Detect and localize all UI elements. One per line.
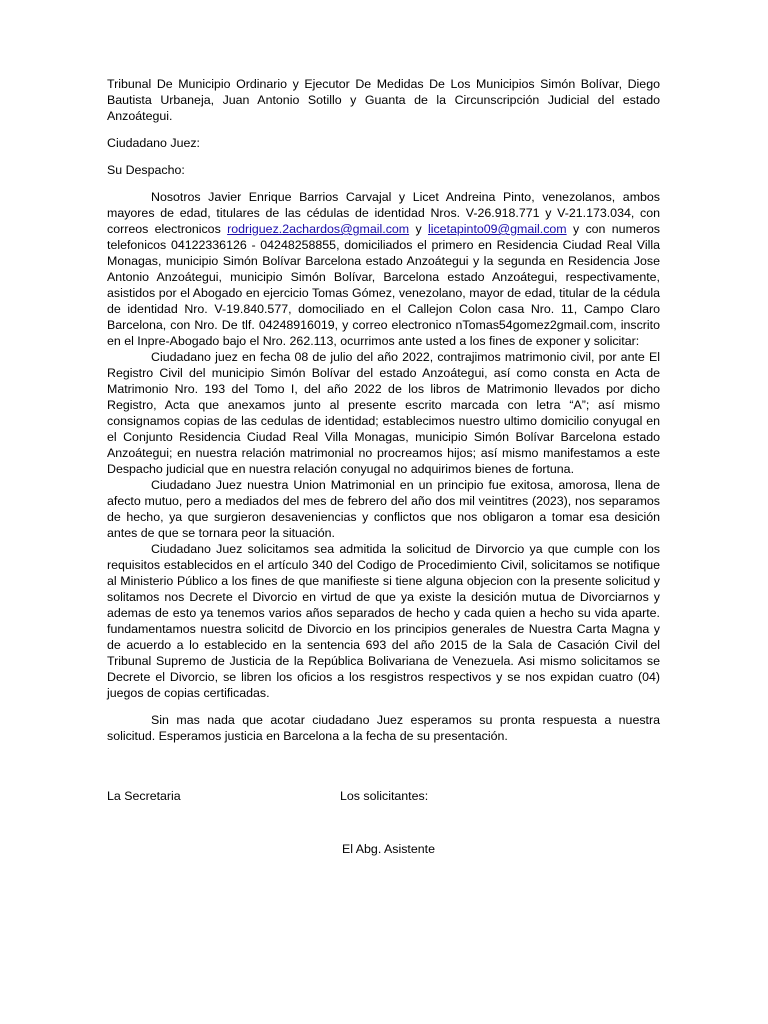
separation-paragraph: Ciudadano Juez nuestra Union Matrimonial en un principio fue exitosa, amorosa, llena de afecto mutuo, pero a mediados del mes de febrero del año dos mil veintitres (2023), nos separamos de hecho, ya que surgieron desaveniencias y conflictos que nos obligaron a tomar esa desición antes de que se tornara peor la situación. [107, 478, 660, 540]
email-link-1[interactable]: rodriguez.2achardos@gmail.com [227, 222, 410, 236]
marriage-paragraph: Ciudadano juez en fecha 08 de julio del año 2022, contrajimos matrimonio civil, por ante El Registro Civil del municipio Simón Bolívar del estado Anzoátegui, así como consta en Acta de Matrimonio Nro. 193 del Tomo I, del año 2022 de los libros de Matrimonio llevados por dicho Registro, Acta que anexamos junto al presente escrito marcada con letra “A”; así mismo consignamos copias de las cedulas de identidad; establecimos nuestro ultimo domicilio conyugal en el Conjunto Residencia Ciudad Real Villa Monagas, municipio Simón Bolívar Barcelona estado Anzoátegui; en nuestra relación matrimonial no procreamos hijos; así mismo manifestamos a este Despacho judicial que en nuestra relación conyugal no adquirimos bienes de fortuna. [107, 350, 660, 476]
despacho-line: Su Despacho: [107, 163, 185, 177]
closing-paragraph: Sin mas nada que acotar ciudadano Juez esperamos su pronta respuesta a nuestra solicitud. Esperamos justicia en Barcelona a la fecha de su presentación. [107, 713, 660, 743]
asistente-signature-label: El Abg. Asistente [342, 842, 435, 856]
petitioners-text-end: y con numeros telefonicos 04122336126 - 04248258855, domiciliados el primero en Residencia Ciudad Real Villa Monagas, municipio Simón Bolívar Barcelona estado Anzoátegui y la segunda en Residencia Jose Antonio Anzoátegui, municipio Simón Bolívar, Barcelona estado Anzoátegui, respectivamente, asistidos por el Abogado en ejercicio Tomas Gómez, venezolano, mayor de edad, titular de la cédula de identidad Nro. V-19.840.577, domociliado en el Callejon Colon casa Nro. 11, Campo Claro Barcelona, con Nro. De tlf. 04248916019, y correo electronico nTomas54gomez2gmail.com, inscrito en el Inpre-Abogado bajo el Nro. 262.113, ocurrimos ante usted a los fines de exponer y solicitar: [107, 222, 660, 348]
addressee-paragraph: Tribunal De Municipio Ordinario y Ejecutor De Medidas De Los Municipios Simón Bolívar, Diego Bautista Urbaneja, Juan Antonio Sotillo y Guanta de la Circunscripción Judicial del estado Anzoátegui. [107, 77, 660, 123]
email-link-2[interactable]: licetapinto09@gmail.com [427, 222, 567, 236]
petitioners-paragraph [107, 189, 660, 349]
conjunction-text: y [409, 222, 428, 236]
request-paragraph: Ciudadano Juez solicitamos sea admitida la solicitud de Dirvorcio ya que cumple con los requisitos establecidos en el artículo 340 del Codigo de Procedimiento Civil, solicitamos se notifique al Ministerio Público a los fines de que manifieste si tiene alguna objecion con la presente solicitud y solitamos nos Decrete el Divorcio en virtud de que ya existe la desición mutua de Divorciarnos y ademas de esto ya tenemos varios años separados de hecho y cada quien a hecho su vida aparte. fundamentamos nuestra solicitd de Divorcio en los principios generales de Nuestra Carta Magna y de acuerdo a lo establecido en la sentencia 693 del año 2015 de la Sala de Casación Civil del Tribunal Supremo de Justicia de la República Bolivariana de Venezuela. Asi mismo solicitamos se Decrete el Divorcio, se libren los oficios a los resgistros respectivos y se nos expidan cuatro (04) juegos de copias certificadas. [107, 542, 660, 700]
document-body [107, 76, 660, 744]
secretaria-signature-label: La Secretaria [107, 789, 181, 803]
solicitantes-signature-label: Los solicitantes: [340, 789, 429, 803]
petitioners-text-start: Nosotros Javier Enrique Barrios Carvajal y Licet Andreina Pinto, venezolanos, ambos mayores de edad, titulares de las cédulas de identidad Nros. V-26.918.771 y V-21.173.034, con correos electronicos [107, 190, 660, 236]
salutation: Ciudadano Juez: [107, 136, 200, 150]
